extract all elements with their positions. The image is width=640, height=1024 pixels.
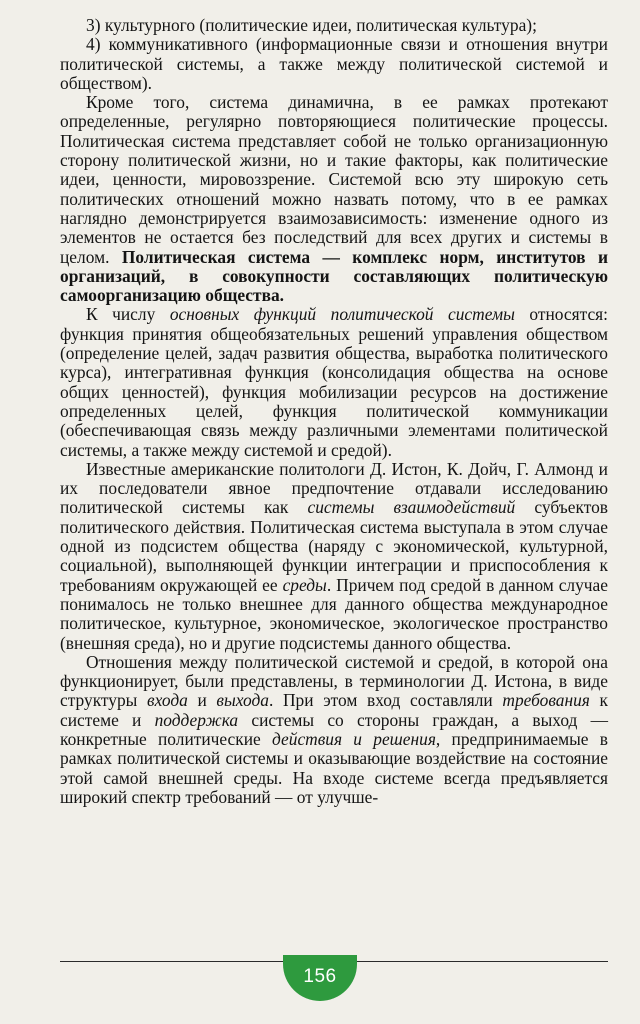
paragraph-text: Кроме того, система динамична, в ее рамках протекают определенные, регулярно повторяющиеся политические процессы. Политическая система представляет собой не только организационную сторону политической жизни, но и такие факторы, как политические идеи, ценности, мировоззрение. Системой всю эту широкую сеть политических отношений можно назвать потому, что в ее рамках наглядно демонстрируется взаимозависимость: изменение одного из элементов не остается без последствий для всех других и системы в целом.: [60, 92, 608, 267]
paragraph-input-output: [60, 653, 608, 807]
list-item-3: 3) культурного (политические идеи, политическая культура);: [86, 15, 537, 35]
term-italic: поддержка: [154, 709, 239, 730]
paragraph-text: системы со стороны граждан, а выход — конкретные политические: [60, 709, 608, 749]
page-number-badge: 156: [283, 955, 357, 1001]
paragraph-system-dynamics: [60, 93, 608, 305]
term-italic: системы взаимодействий: [307, 497, 516, 518]
paragraph-text: Отношения между политической системой и средой, в которой она функционирует, были представлены, в терминологии Д. Истона, в виде структуры: [60, 651, 608, 711]
paragraph-text: и: [187, 690, 217, 711]
paragraph-text: К числу: [86, 304, 170, 325]
definition-bold: Политическая система — комплекс норм, институтов и организаций, в совокупности составляющих политическую самоорганизацию общества.: [60, 246, 608, 306]
paragraph-text: Известные американские политологи Д. Истон, К. Дойч, Г. Алмонд и их последователи явное предпочтение отдавали исследованию политической системы как: [60, 458, 608, 518]
paragraph-text: субъектов политического действия. Политическая система выступала в этом случае одной из подсистем общества (наряду с экономической, культурной, социальной), выполняющей функции интеграции и приспособления к требованиям окружающей ее: [60, 497, 608, 595]
term-italic: требования: [502, 690, 590, 711]
body-text: [60, 16, 608, 807]
paragraph-text: , предпринимаемые в рамках политической системы и оказывающие воздействие на состояние этой самой внешней среды. На входе системе всегда предъявляется широкий спектр требований — от улучше-: [60, 728, 608, 807]
paragraph-text: . При этом вход составляли: [269, 690, 503, 711]
term-italic: основных функций политической системы: [169, 304, 515, 325]
term-italic: выхода: [216, 690, 269, 711]
paragraph-text: относятся: функция принятия общеобязательных решений управления обществом (определение целей, задач развития общества, выработка политического курса), интегративная функция (консолидация общества на основе общих ценностей), функция мобилизации ресурсов на достижение определенных целей, функция политической коммуникации (обеспечивающая связь между различными элементами политической системы, а также между системой и средой).: [60, 304, 608, 460]
term-italic: действия и решения: [272, 728, 436, 749]
term-italic: входа: [147, 690, 188, 711]
paragraph-text: . Причем под средой в данном случае понималось не только внешнее для данного общества международное политическое, культурное, экономическое, экологическое пространство (внешняя среда), но и другие подсистемы данного общества.: [60, 574, 608, 653]
list-item-4: 4) коммуникативного (информационные связи и отношения внутри политической системы, а также между политической системой и обществом).: [60, 34, 608, 93]
paragraph-american-scholars: [60, 460, 608, 653]
paragraph-text: к системе и: [60, 690, 608, 730]
term-italic: среды: [282, 574, 327, 595]
paragraph-functions: [60, 305, 608, 459]
